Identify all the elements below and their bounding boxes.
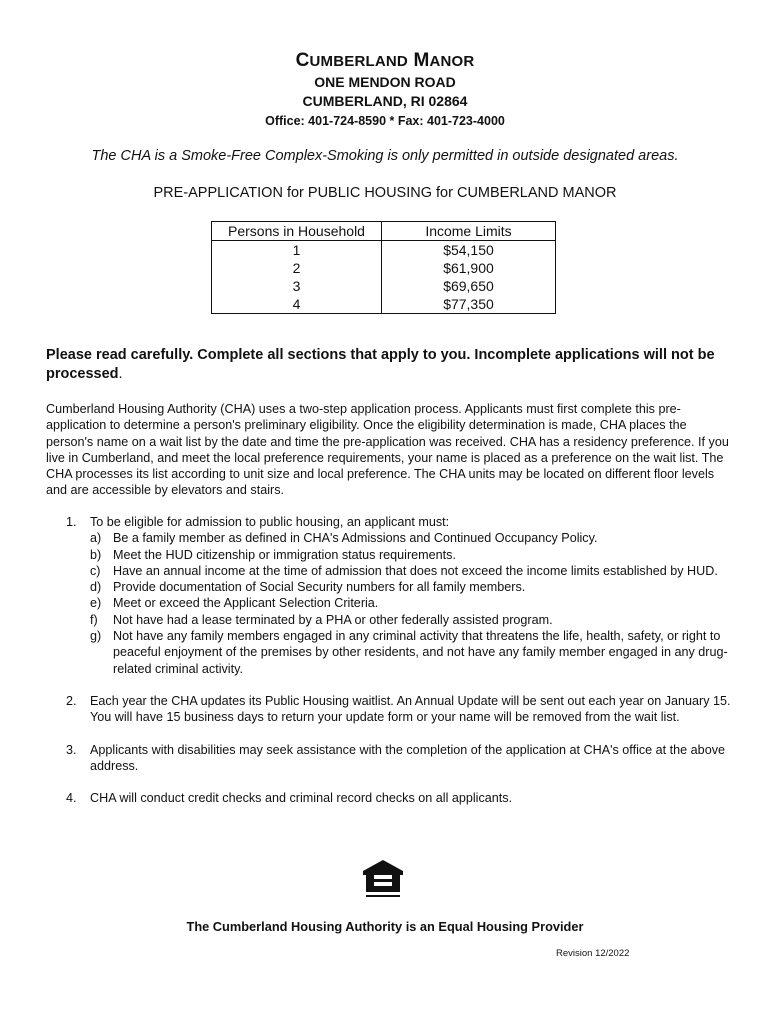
- requirements-list: [66, 514, 736, 822]
- table-header-row: [212, 222, 556, 241]
- sub-item: e) Meet or exceed the Applicant Selection Criteria.: [90, 596, 379, 611]
- pre-application-title: PRE-APPLICATION for PUBLIC HOUSING for CUMBERLAND MANOR: [153, 185, 617, 201]
- table-row: 4 $77,350: [212, 295, 556, 314]
- sub-item: d) Provide documentation of Social Security numbers for all family members.: [90, 580, 526, 595]
- office-fax: Office: 401-724-8590 * Fax: 401-723-4000: [265, 114, 505, 128]
- table-row: 2 $61,900: [212, 259, 556, 277]
- sub-item: b) Meet the HUD citizenship or immigration status requirements.: [90, 547, 456, 562]
- header-persons: Persons in Household: [212, 222, 382, 241]
- please-read-notice: Please read carefully. Complete all sections that apply to you. Incomplete applications will not be processed.: [46, 347, 715, 382]
- list-item: 2. Each year the CHA updates its Public Housing waitlist. An Annual Update will be sent out each year on January 15. You will have 15 business days to return your update form or your name will be removed from the wait list.: [66, 693, 731, 725]
- equal-housing-opportunity-icon: [360, 858, 406, 900]
- complex-name: CUMBERLAND MANOR: [295, 50, 475, 71]
- smoke-free-notice: The CHA is a Smoke-Free Complex-Smoking is only permitted in outside designated areas.: [91, 148, 679, 164]
- sub-item: f) Not have had a lease terminated by a PHA or other federally assisted program.: [90, 612, 553, 627]
- header-income: Income Limits: [382, 222, 556, 241]
- sub-item: g) Not have any family members engaged in any criminal activity that threatens the life, health, safety, or right to peaceful enjoyment of the premises by other residents, and not have any family member engaged in any drug-related criminal activity.: [90, 629, 728, 676]
- address-line-1: ONE MENDON ROAD: [314, 74, 456, 90]
- table-row: 3 $69,650: [212, 277, 556, 295]
- revision-date: Revision 12/2022: [556, 948, 630, 959]
- list-item: 4. CHA will conduct credit checks and criminal record checks on all applicants.: [66, 791, 513, 806]
- sub-item: a) Be a family member as defined in CHA's Admissions and Continued Occupancy Policy.: [90, 531, 598, 546]
- address-line-2: CUMBERLAND, RI 02864: [302, 93, 468, 109]
- intro-paragraph: Cumberland Housing Authority (CHA) uses a two-step application process. Applicants must first complete this pre-application to determine a person's preliminary eligibility. Once the eligibility determination is made, CHA places the person's name on a wait list by the date and time the pre-application was received. CHA has a residency preference. If you live in Cumberland, and meet the local preference requirements, your name is placed as a preference on the wait list. The CHA processes its list according to unit size and local preference. The CHA units may be located on different floor levels and are accessible by elevators and stairs.: [46, 402, 729, 498]
- equal-housing-statement: The Cumberland Housing Authority is an Equal Housing Provider: [186, 919, 584, 934]
- list-item: 1. To be eligible for admission to public housing, an applicant must: a) Be a family member as defined in CHA's Admissions and Continued Occupancy Policy. b) Meet the HUD citizenship or immigration status requirements. c) Have an annual income at the time of admission that does not exceed the income limits established by HUD. d) Provide documentation of Social Security numbers for all family members. e) Meet or exceed the Applicant Selection Criteria. f) Not have had a lease terminated by a PHA or other federally assisted program. g) Not have any family members engaged in any criminal activity that threatens the life, health, safety, or right to peaceful enjoyment of the premises by other residents, and not have any family member engaged in any drug-related criminal activity.: [66, 514, 736, 677]
- table-row: 1 $54,150: [212, 241, 556, 260]
- income-limits-table: [211, 221, 556, 314]
- sub-item: c) Have an annual income at the time of admission that does not exceed the income limits established by HUD.: [90, 563, 718, 578]
- letterhead: [0, 50, 770, 130]
- list-item: 3. Applicants with disabilities may seek assistance with the completion of the application at CHA's office at the above address.: [66, 742, 725, 773]
